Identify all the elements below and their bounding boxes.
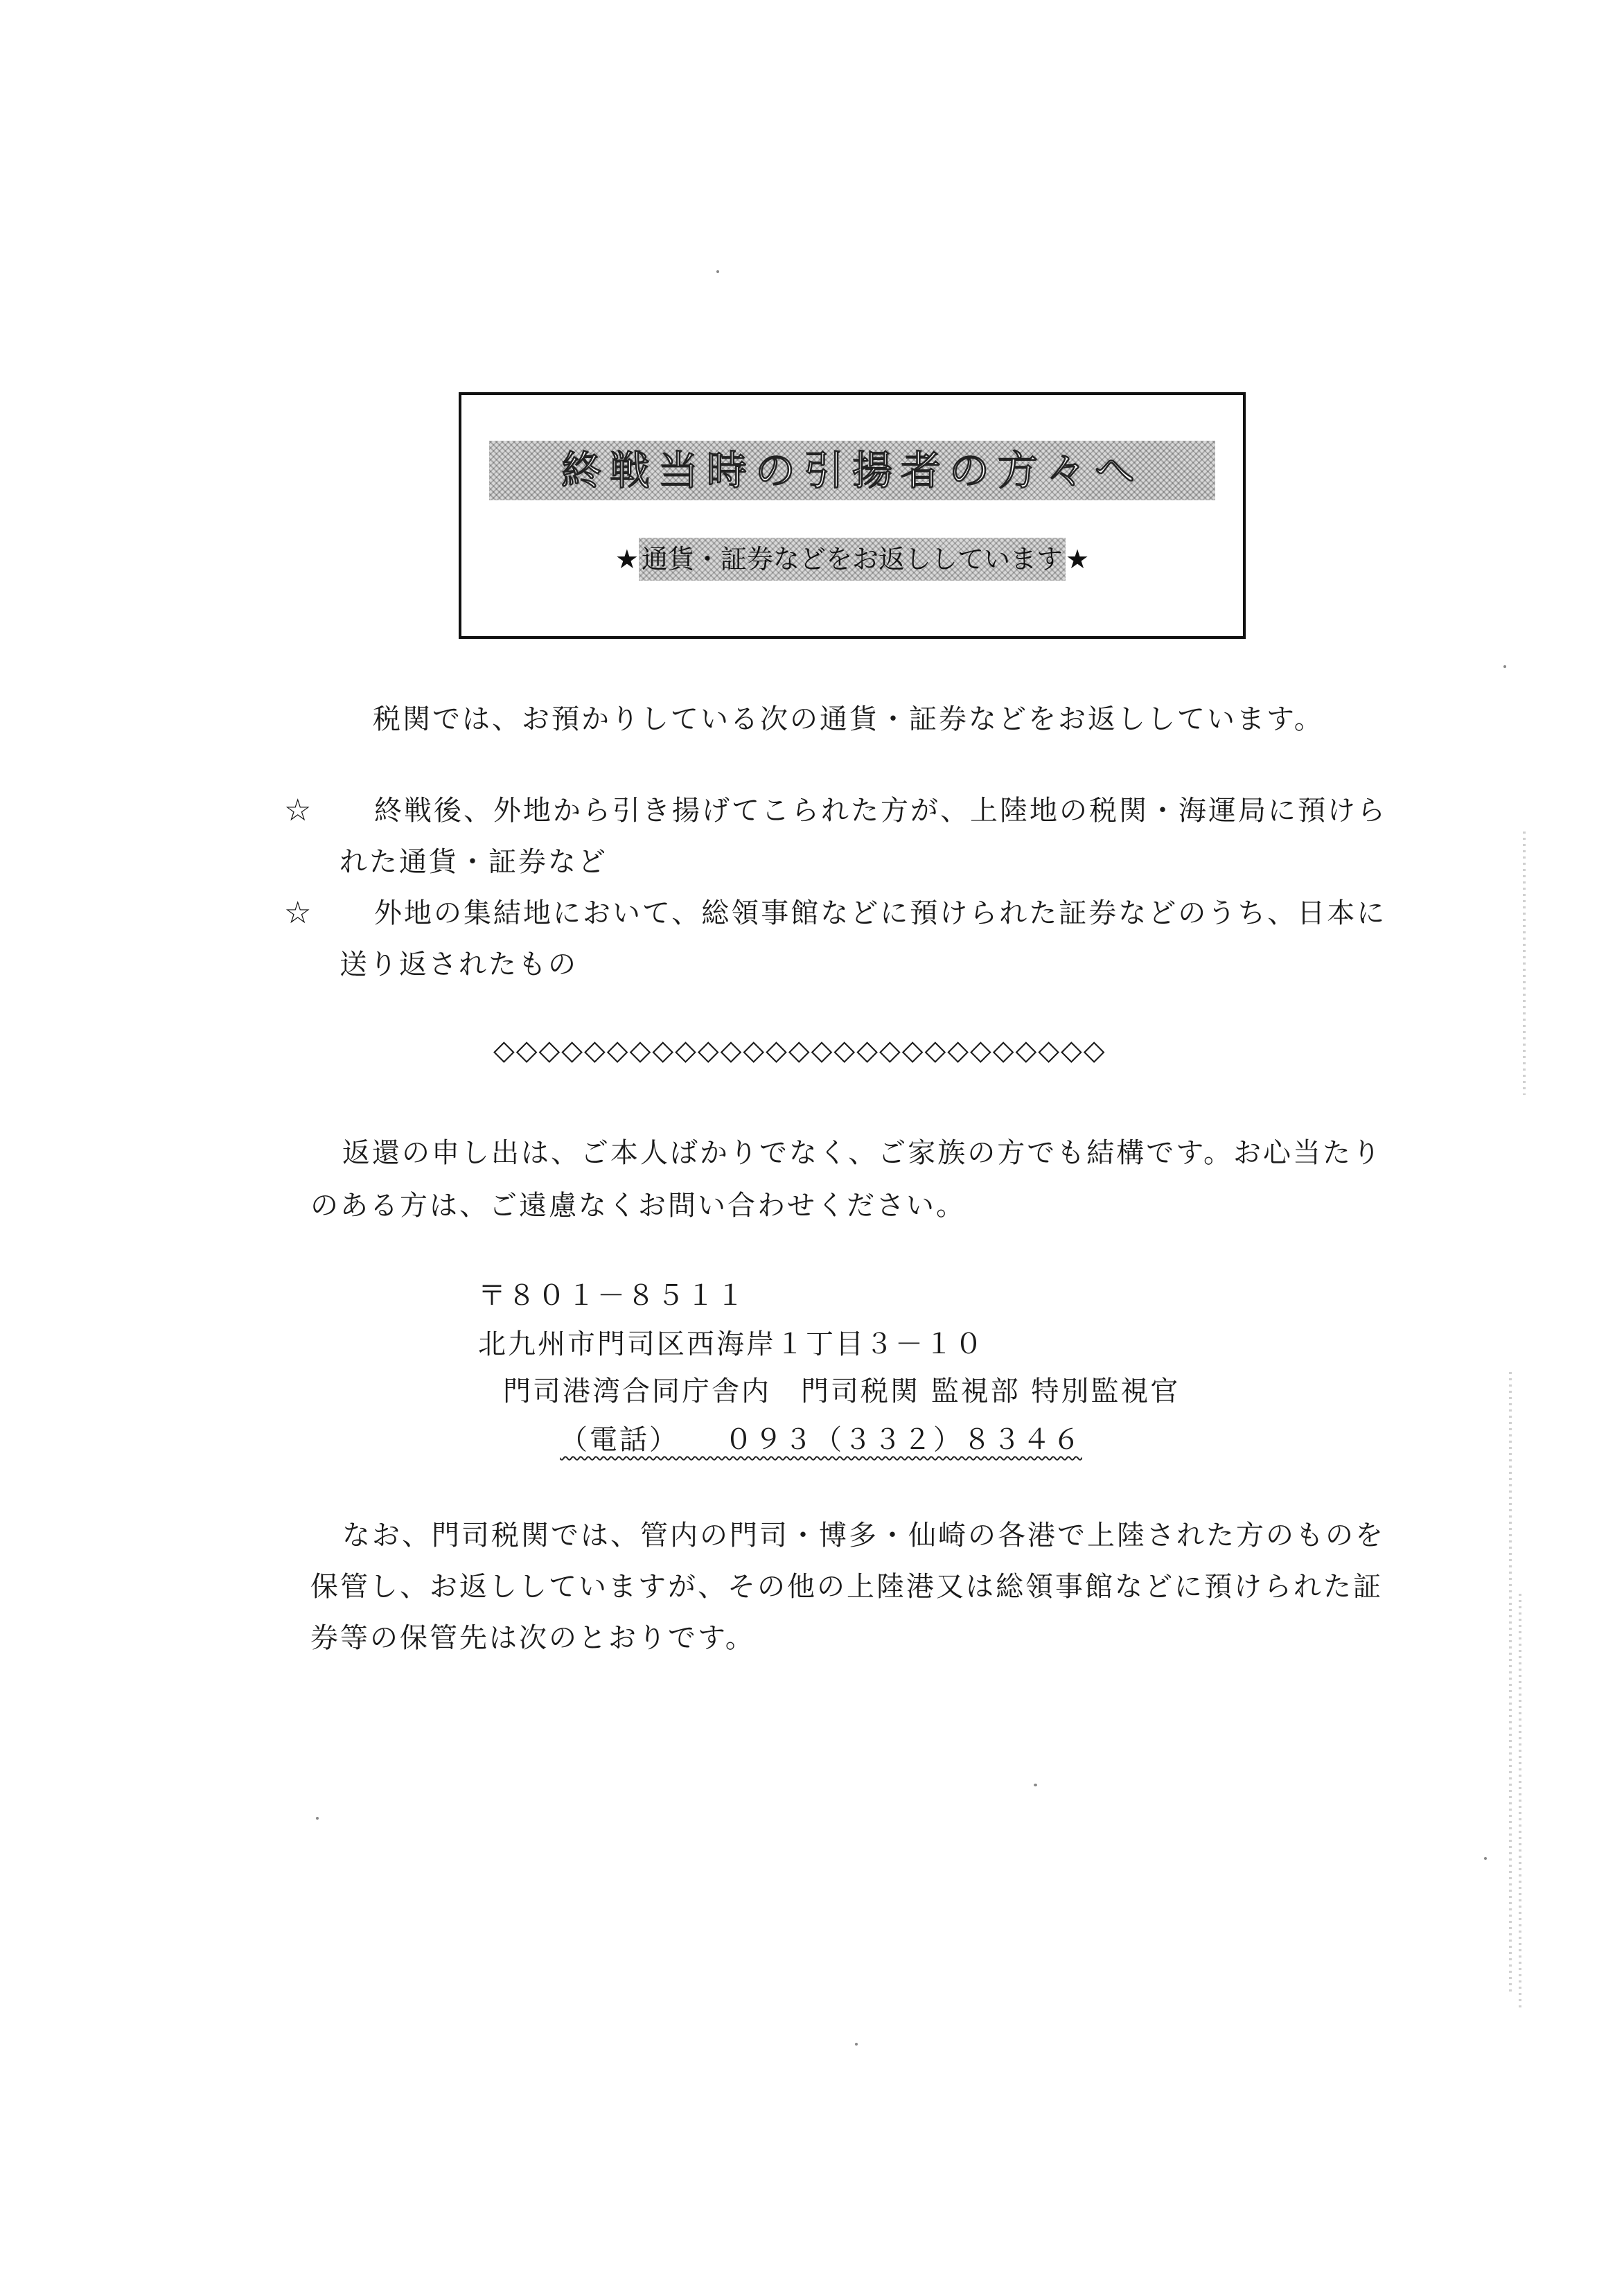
office-name: 門司港湾合同庁舎内 門司税関 監視部 特別監視官 bbox=[503, 1375, 1181, 1407]
scan-edge-noise bbox=[1509, 1372, 1512, 1996]
bullet-2-line-1: 外地の集結地において、総領事館などに預けられた証券などのうち、日本に bbox=[374, 897, 1387, 929]
note-line-3: 券等の保管先は次のとおりです。 bbox=[310, 1622, 755, 1654]
outline-star-icon: ☆ bbox=[284, 895, 312, 931]
bullet-2-line-2: 送り返されたもの bbox=[339, 949, 578, 981]
scan-edge-noise bbox=[1523, 832, 1526, 1095]
postal-code: 〒８０１－８５１１ bbox=[478, 1280, 746, 1312]
note-line-1: なお、門司税関では、管内の門司・博多・仙崎の各港で上陸された方のものを bbox=[342, 1520, 1385, 1551]
intro-text: 税関では、お預かりしている次の通貨・証券などをお返ししています。 bbox=[373, 703, 1324, 735]
return-info-line-2: のある方は、ご遠慮なくお問い合わせください。 bbox=[310, 1190, 966, 1222]
bullet-1-line-1: 終戦後、外地から引き揚げてこられた方が、上陸地の税関・海運局に預けら bbox=[374, 795, 1387, 827]
diamond-divider: ◇◇◇◇◇◇◇◇◇◇◇◇◇◇◇◇◇◇◇◇◇◇◇◇◇◇◇ bbox=[493, 1035, 1106, 1066]
scan-speck bbox=[316, 1817, 319, 1820]
outline-star-icon: ☆ bbox=[284, 793, 312, 828]
phone-number: （電話） ０９３（３３２）８３４６ bbox=[560, 1424, 1082, 1456]
return-info-line-1: 返還の申し出は、ご本人ばかりでなく、ご家族の方でも結構です。お心当たり bbox=[342, 1137, 1382, 1169]
star-icon: ★ bbox=[615, 544, 639, 574]
scan-speck bbox=[1484, 1857, 1487, 1860]
bullet-1-line-2: れた通貨・証券など bbox=[339, 846, 608, 878]
scan-speck bbox=[1503, 665, 1506, 668]
title-heading: 終戦当時の引揚者の方々へ bbox=[489, 441, 1215, 500]
note-line-2: 保管し、お返ししていますが、その他の上陸港又は総領事館などに預けられた証 bbox=[310, 1571, 1383, 1603]
title-subheading bbox=[461, 538, 1243, 581]
scan-speck bbox=[1034, 1784, 1037, 1786]
scan-edge-noise bbox=[1519, 1594, 1521, 2010]
title-subheading-text: 通貨・証券などをお返ししています bbox=[639, 538, 1066, 581]
scan-speck bbox=[855, 2043, 858, 2046]
scan-speck bbox=[716, 270, 719, 273]
star-icon: ★ bbox=[1066, 544, 1090, 574]
address: 北九州市門司区西海岸１丁目３－１０ bbox=[478, 1328, 985, 1360]
title-box bbox=[459, 392, 1246, 639]
